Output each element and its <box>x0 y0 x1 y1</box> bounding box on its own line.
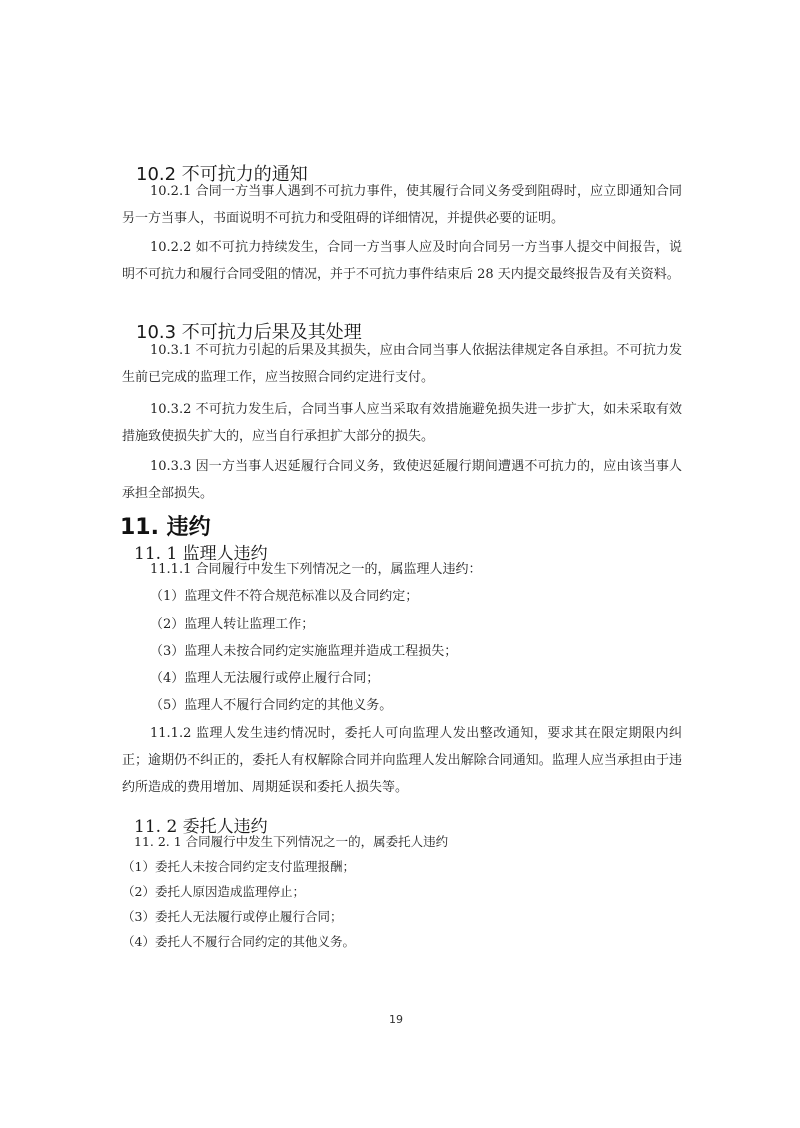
paragraph-10-3-1: 10.3.1 不可抗力引起的后果及其损失，应由合同当事人依据法律规定各自承担。不可抗力发生前已完成的监理工作，应当按照合同约定进行支付。 <box>122 343 682 385</box>
list-item: （3）委托人无法履行或停止履行合同； <box>122 909 343 924</box>
list-item: （5）监理人不履行合同约定的其他义务。 <box>150 698 393 713</box>
page-number: 19 <box>389 1013 403 1026</box>
paragraph-10-3-3: 10.3.3 因一方当事人迟延履行合同义务，致使迟延履行期间遭遇不可抗力的，应由该当事人承担全部损失。 <box>122 459 682 501</box>
section-10-2-heading: 10.2 不可抗力的通知 <box>136 164 308 185</box>
section-11-1-heading: 11. 1 监理人违约 <box>134 544 268 564</box>
list-item: （2）委托人原因造成监理停止； <box>122 884 305 899</box>
paragraph-10-2-1: 10.2.1 合同一方当事人遇到不可抗力事件，使其履行合同义务受到阻碍时，应立即通知合同另一方当事人，书面说明不可抗力和受阻碍的详细情况，并提供必要的证明。 <box>122 184 682 226</box>
list-item: （4）监理人无法履行或停止履行合同； <box>150 671 380 686</box>
paragraph-10-3-2: 10.3.2 不可抗力发生后，合同当事人应当采取有效措施避免损失进一步扩大，如未采取有效措施致使损失扩大的，应当自行承担扩大部分的损失。 <box>122 402 682 444</box>
section-10-3-heading: 10.3 不可抗力后果及其处理 <box>136 322 362 343</box>
list-item: （3）监理人未按合同约定实施监理并造成工程损失； <box>150 644 458 659</box>
paragraph-11-1-1: 11.1.1 合同履行中发生下列情况之一的，属监理人违约： <box>150 562 482 577</box>
list-item: （4）委托人不履行合同约定的其他义务。 <box>122 934 355 949</box>
list-item: （2）监理人转让监理工作； <box>150 617 315 632</box>
paragraph-11-1-2: 11.1.2 监理人发生违约情况时，委托人可向监理人发出整改通知，要求其在限定期限内纠正；逾期仍不纠正的，委托人有权解除合同并向监理人发出解除合同通知。监理人应当承担由于违约所造成的费用增加、周期延误和委托人损失等。 <box>122 726 682 795</box>
section-11-heading: 11. 违约 <box>120 515 211 540</box>
section-11-2-heading: 11. 2 委托人违约 <box>134 817 268 837</box>
list-item: （1）监理文件不符合规范标准以及合同约定； <box>150 589 419 604</box>
paragraph-11-2-1: 11. 2. 1 合同履行中发生下列情况之一的，属委托人违约 <box>134 834 449 849</box>
list-item: （1）委托人未按合同约定支付监理报酬； <box>122 859 355 874</box>
paragraph-10-2-2: 10.2.2 如不可抗力持续发生，合同一方当事人应及时向合同另一方当事人提交中间报告，说明不可抗力和履行合同受阻的情况，并于不可抗力事件结束后 28 天内提交最终报告及有关资料。 <box>122 240 682 282</box>
